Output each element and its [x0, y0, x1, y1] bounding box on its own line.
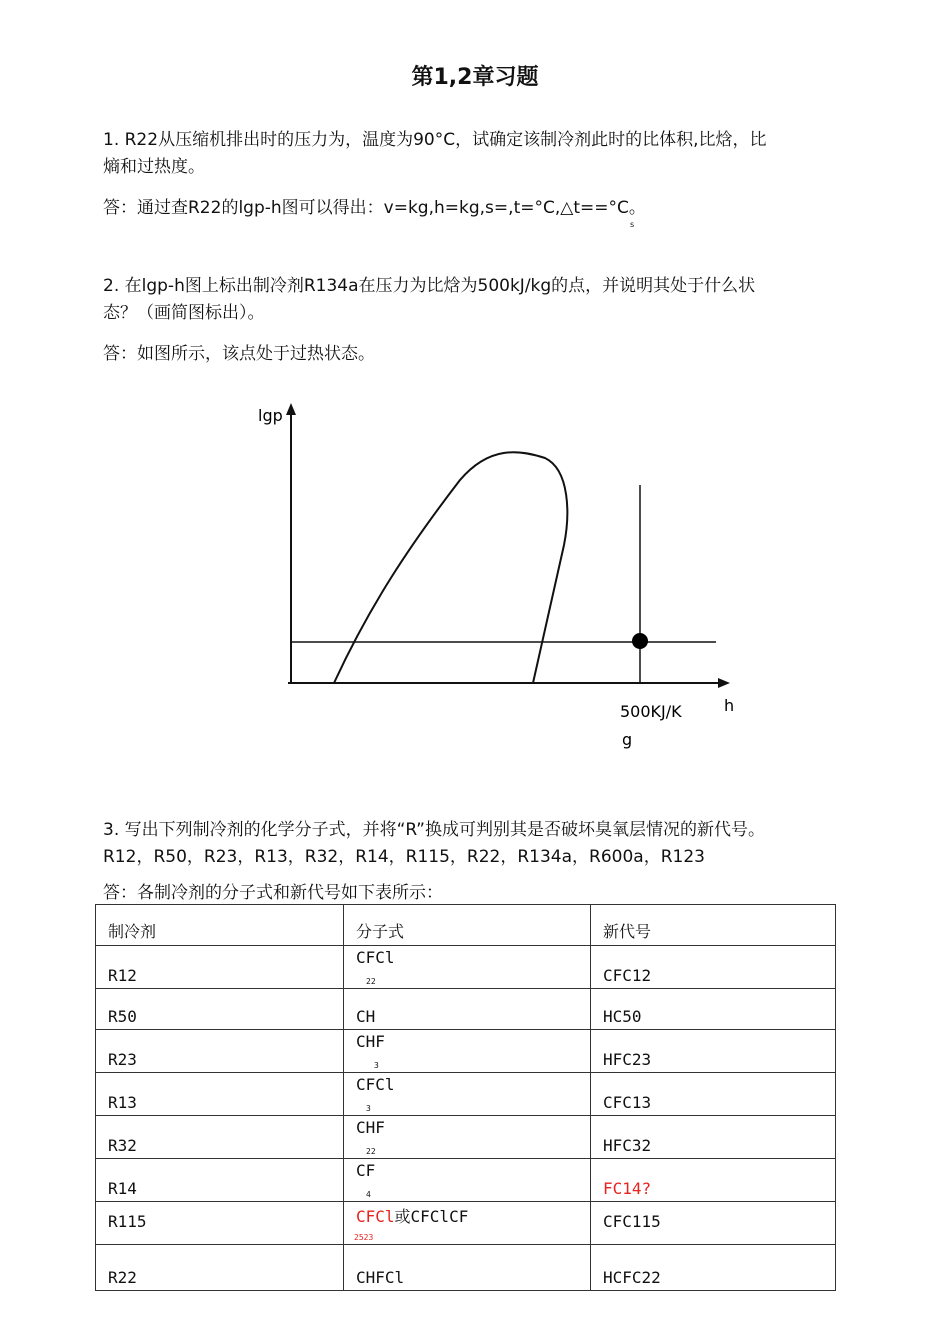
- state-point: [632, 633, 648, 649]
- x-axis-arrow-icon: [718, 678, 730, 688]
- lgp-h-diagram: [250, 395, 750, 765]
- answer-3-text: 答：各制冷剂的分子式和新代号如下表所示：: [103, 883, 443, 903]
- ref-cell: R13: [96, 1073, 344, 1116]
- answer-3: [103, 881, 913, 905]
- point-label-line2: g: [622, 730, 633, 749]
- formula-text: CF: [356, 1161, 376, 1180]
- formula-cell: [344, 1159, 591, 1202]
- table-row: [96, 946, 836, 989]
- answer-1-text: 答：通过查R22的lgp-h图可以得出：v=kg,h=kg,s=,t=°C,△t==°C。: [103, 198, 646, 218]
- y-axis-arrow-icon: [286, 403, 296, 415]
- question-1-line2: 熵和过热度。: [103, 157, 205, 177]
- formula-cell: [344, 1202, 591, 1245]
- answer-1-subscript: s: [630, 220, 635, 229]
- ref-cell: R22: [96, 1245, 344, 1291]
- formula-subscript: 22: [366, 1147, 376, 1156]
- code-cell: CFC115: [591, 1202, 836, 1245]
- x-axis-label: h: [724, 696, 735, 715]
- formula-subscript: 3: [366, 1104, 371, 1113]
- ref-cell: R23: [96, 1030, 344, 1073]
- question-1: [103, 127, 913, 181]
- question-3-line2: R12，R50，R23，R13，R32，R14，R115，R22，R134a，R600a，R123: [103, 847, 705, 867]
- table-row: [96, 1245, 836, 1291]
- answer-1: [103, 195, 913, 222]
- table-row: [96, 1073, 836, 1116]
- ref-cell: R115: [96, 1202, 344, 1245]
- formula-text: CHF: [356, 1118, 385, 1137]
- code-cell: HCFC22: [591, 1245, 836, 1291]
- question-2-line2: 态？（画简图标出）。: [103, 303, 265, 323]
- code-cell: HC50: [591, 989, 836, 1030]
- formula-cell: [344, 1073, 591, 1116]
- table-row: [96, 989, 836, 1030]
- answer-2-text: 答：如图所示，该点处于过热状态。: [103, 344, 375, 364]
- y-axis-label: lgp: [258, 406, 283, 425]
- formula-cell: [344, 989, 591, 1030]
- formula-text: CFCl: [356, 1075, 395, 1094]
- formula-cell: [344, 1116, 591, 1159]
- ref-cell: R12: [96, 946, 344, 989]
- ref-cell: R50: [96, 989, 344, 1030]
- ref-cell: R14: [96, 1159, 344, 1202]
- question-3-line1: 3. 写出下列制冷剂的化学分子式，并将“R”换成可判别其是否破坏臭氧层情况的新代号。: [103, 820, 765, 840]
- code-cell: HFC32: [591, 1116, 836, 1159]
- formula-subscript: 3: [374, 1061, 379, 1070]
- code-cell: FC14?: [591, 1159, 836, 1202]
- formula-text: CFCl: [356, 948, 395, 967]
- ref-cell: R32: [96, 1116, 344, 1159]
- table-row: [96, 1202, 836, 1245]
- formula-subscript: 4: [366, 1190, 371, 1199]
- answer-2: [103, 341, 913, 368]
- header-formula: 分子式: [344, 905, 591, 946]
- formula-text: CHFCl: [356, 1268, 405, 1287]
- table-row: [96, 1030, 836, 1073]
- code-cell: CFC12: [591, 946, 836, 989]
- formula-text: CFCl: [356, 1207, 395, 1226]
- header-refrigerant: 制冷剂: [96, 905, 344, 946]
- table-header-row: [96, 905, 836, 946]
- table-row: [96, 1116, 836, 1159]
- question-1-line1: 1. R22从压缩机排出时的压力为，温度为90°C，试确定该制冷剂此时的比体积,比焓，比: [103, 130, 767, 150]
- formula-cell: [344, 946, 591, 989]
- code-cell: CFC13: [591, 1073, 836, 1116]
- refrigerant-table: [95, 904, 836, 1291]
- formula-alternative: 或CFClCF: [394, 1207, 469, 1226]
- point-label-line1: 500KJ/K: [620, 702, 682, 721]
- formula-text: CH: [356, 1007, 376, 1026]
- question-3: [103, 817, 913, 871]
- question-2-line1: 2. 在lgp-h图上标出制冷剂R134a在压力为比焓为500kJ/kg的点，并说明其处于什么状: [103, 276, 756, 296]
- saturation-dome-curve: [334, 452, 567, 683]
- question-2: [103, 273, 913, 327]
- table-row: [96, 1159, 836, 1202]
- page-title: 第1,2章习题: [411, 65, 539, 90]
- formula-subscript: 2523: [354, 1233, 374, 1242]
- formula-text: CHF: [356, 1032, 385, 1051]
- code-cell: HFC23: [591, 1030, 836, 1073]
- header-new-code: 新代号: [591, 905, 836, 946]
- formula-cell: [344, 1245, 591, 1291]
- formula-subscript: 22: [366, 977, 376, 986]
- formula-cell: [344, 1030, 591, 1073]
